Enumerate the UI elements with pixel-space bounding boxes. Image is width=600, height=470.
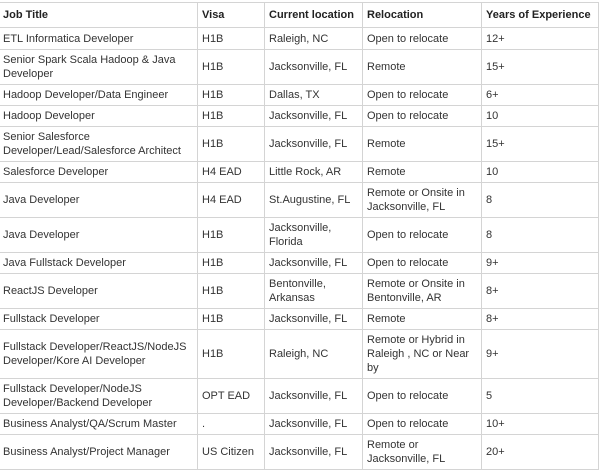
cell-years-of-experience: 8 xyxy=(482,183,599,218)
cell-job-title: Fullstack Developer/NodeJS Developer/Backend Developer xyxy=(0,379,198,414)
table-row xyxy=(0,50,599,85)
cell-years-of-experience: 10 xyxy=(482,162,599,183)
cell-visa: H4 EAD xyxy=(198,162,265,183)
table-wrapper xyxy=(0,2,599,470)
cell-relocation: Remote xyxy=(363,50,482,85)
cell-years-of-experience: 20+ xyxy=(482,435,599,470)
cell-years-of-experience: 15+ xyxy=(482,50,599,85)
cell-visa: H1B xyxy=(198,127,265,162)
header-visa: Visa xyxy=(198,3,265,28)
cell-current-location: Raleigh, NC xyxy=(265,28,363,50)
cell-relocation: Open to relocate xyxy=(363,379,482,414)
cell-job-title: Business Analyst/QA/Scrum Master xyxy=(0,414,198,435)
cell-current-location: Jacksonville, FL xyxy=(265,127,363,162)
cell-relocation: Remote xyxy=(363,162,482,183)
cell-visa: US Citizen xyxy=(198,435,265,470)
header-relocation: Relocation xyxy=(363,3,482,28)
cell-relocation: Remote or Jacksonville, FL xyxy=(363,435,482,470)
table-row xyxy=(0,218,599,253)
cell-current-location: Jacksonville, FL xyxy=(265,435,363,470)
table-row xyxy=(0,330,599,379)
cell-current-location: Little Rock, AR xyxy=(265,162,363,183)
cell-job-title: Java Fullstack Developer xyxy=(0,253,198,274)
cell-relocation: Open to relocate xyxy=(363,414,482,435)
cell-relocation: Remote or Onsite in Bentonville, AR xyxy=(363,274,482,309)
cell-job-title: ReactJS Developer xyxy=(0,274,198,309)
header-job-title: Job Title xyxy=(0,3,198,28)
table-row xyxy=(0,183,599,218)
table-row xyxy=(0,309,599,330)
table-body xyxy=(0,28,599,470)
cell-relocation: Remote or Hybrid in Raleigh , NC or Near by xyxy=(363,330,482,379)
cell-years-of-experience: 10+ xyxy=(482,414,599,435)
cell-years-of-experience: 15+ xyxy=(482,127,599,162)
cell-job-title: ETL Informatica Developer xyxy=(0,28,198,50)
cell-visa: OPT EAD xyxy=(198,379,265,414)
cell-years-of-experience: 12+ xyxy=(482,28,599,50)
header-current-location: Current location xyxy=(265,3,363,28)
cell-job-title: Fullstack Developer xyxy=(0,309,198,330)
cell-job-title: Hadoop Developer/Data Engineer xyxy=(0,85,198,106)
table-row xyxy=(0,274,599,309)
cell-years-of-experience: 8+ xyxy=(482,274,599,309)
cell-visa: H1B xyxy=(198,28,265,50)
header-row xyxy=(0,3,599,28)
cell-years-of-experience: 8+ xyxy=(482,309,599,330)
table-row xyxy=(0,162,599,183)
cell-visa: H4 EAD xyxy=(198,183,265,218)
cell-years-of-experience: 8 xyxy=(482,218,599,253)
cell-relocation: Open to relocate xyxy=(363,28,482,50)
cell-years-of-experience: 6+ xyxy=(482,85,599,106)
cell-current-location: Raleigh, NC xyxy=(265,330,363,379)
cell-current-location: Dallas, TX xyxy=(265,85,363,106)
cell-current-location: Jacksonville, FL xyxy=(265,309,363,330)
cell-job-title: Salesforce Developer xyxy=(0,162,198,183)
table-row xyxy=(0,127,599,162)
cell-years-of-experience: 10 xyxy=(482,106,599,127)
cell-years-of-experience: 5 xyxy=(482,379,599,414)
table-row xyxy=(0,85,599,106)
cell-visa: H1B xyxy=(198,85,265,106)
table-row xyxy=(0,414,599,435)
cell-current-location: Jacksonville, FL xyxy=(265,414,363,435)
cell-job-title: Hadoop Developer xyxy=(0,106,198,127)
cell-relocation: Open to relocate xyxy=(363,218,482,253)
header-years-of-experience: Years of Experience xyxy=(482,3,599,28)
cell-visa: H1B xyxy=(198,309,265,330)
cell-job-title: Java Developer xyxy=(0,183,198,218)
cell-job-title: Senior Spark Scala Hadoop & Java Developer xyxy=(0,50,198,85)
cell-years-of-experience: 9+ xyxy=(482,330,599,379)
cell-current-location: St.Augustine, FL xyxy=(265,183,363,218)
cell-relocation: Open to relocate xyxy=(363,85,482,106)
cell-relocation: Remote xyxy=(363,127,482,162)
table-row xyxy=(0,253,599,274)
cell-relocation: Open to relocate xyxy=(363,106,482,127)
cell-current-location: Jacksonville, FL xyxy=(265,50,363,85)
cell-job-title: Business Analyst/Project Manager xyxy=(0,435,198,470)
cell-current-location: Jacksonville, Florida xyxy=(265,218,363,253)
cell-visa: H1B xyxy=(198,330,265,379)
cell-job-title: Java Developer xyxy=(0,218,198,253)
table-row xyxy=(0,106,599,127)
cell-current-location: Jacksonville, FL xyxy=(265,379,363,414)
cell-relocation: Open to relocate xyxy=(363,253,482,274)
cell-job-title: Senior Salesforce Developer/Lead/Salesforce Architect xyxy=(0,127,198,162)
table-row xyxy=(0,435,599,470)
cell-current-location: Bentonville, Arkansas xyxy=(265,274,363,309)
cell-visa: H1B xyxy=(198,253,265,274)
table-header xyxy=(0,3,599,28)
cell-visa: H1B xyxy=(198,218,265,253)
cell-current-location: Jacksonville, FL xyxy=(265,253,363,274)
cell-relocation: Remote or Onsite in Jacksonville, FL xyxy=(363,183,482,218)
cell-current-location: Jacksonville, FL xyxy=(265,106,363,127)
cell-relocation: Remote xyxy=(363,309,482,330)
cell-years-of-experience: 9+ xyxy=(482,253,599,274)
cell-visa: H1B xyxy=(198,50,265,85)
cell-visa: H1B xyxy=(198,274,265,309)
table-row xyxy=(0,379,599,414)
candidates-table xyxy=(0,2,599,470)
cell-visa: H1B xyxy=(198,106,265,127)
cell-job-title: Fullstack Developer/ReactJS/NodeJS Developer/Kore AI Developer xyxy=(0,330,198,379)
table-row xyxy=(0,28,599,50)
cell-visa: . xyxy=(198,414,265,435)
